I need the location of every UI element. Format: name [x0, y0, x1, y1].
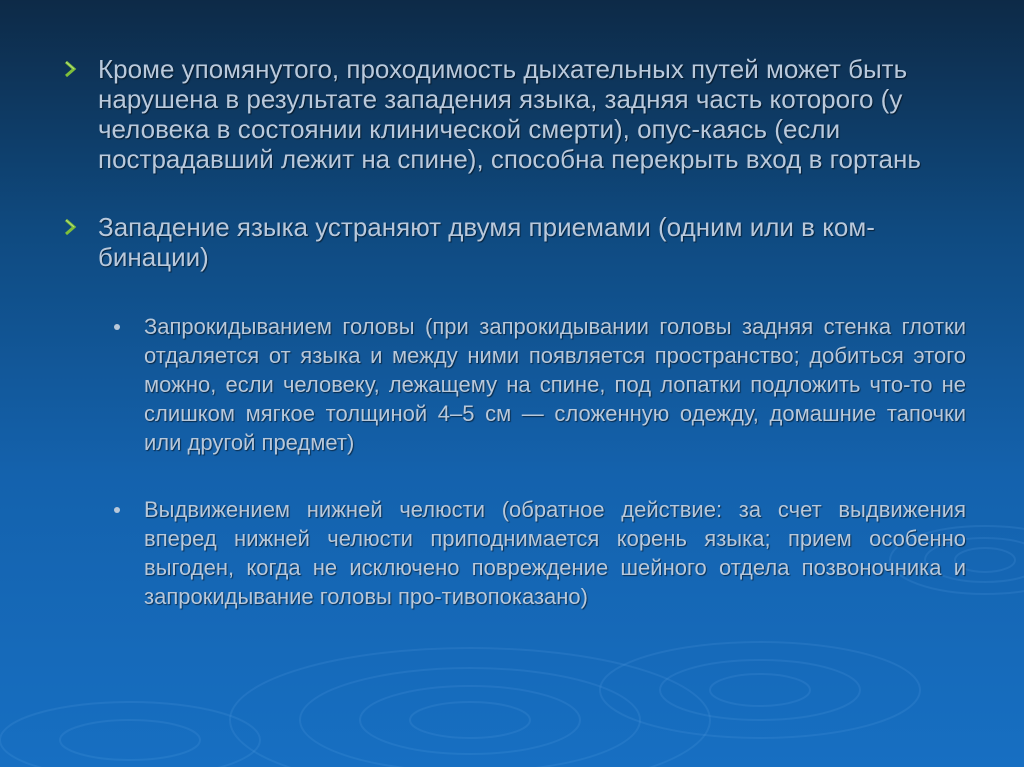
sub-bullet-1 — [108, 312, 966, 457]
chevron-arrow-icon — [60, 213, 86, 241]
bullet-1-text: Кроме упомянутого, проходимость дыхательных путей может быть нарушена в результате западения языка, задняя часть которого (у человека в состоянии клинической смерти), опус-каясь (если пострадавший лежит на спине), способна перекрыть вход в гортань — [98, 54, 921, 174]
sub-bullet-1-text: Запрокидыванием головы (при запрокидывании головы задняя стенка глотки отдаляется от языка и между ними появляется пространство; добиться этого можно, если человеку, лежащему на спине, под лопатки подложить что-то не слишком мягкое толщиной 4–5 см — сложенную одежду, домашние тапочки или другой предмет) — [144, 314, 966, 455]
chevron-arrow-icon — [60, 55, 86, 83]
bullet-2-text: Западение языка устраняют двумя приемами (одним или в ком-бинации) — [98, 212, 875, 272]
bullet-2 — [58, 212, 966, 272]
slide-content — [58, 54, 966, 611]
sub-bullet-2-text: Выдвижением нижней челюсти (обратное действие: за счет выдвижения вперед нижней челюсти приподнимается корень языка; прием особенно выгоден, когда не исключено повреждение шейного отдела позвоночника и запрокидывание головы про-тивопоказано) — [144, 497, 966, 609]
dot-icon — [114, 324, 120, 330]
dot-icon — [114, 507, 120, 513]
sub-bullet-2 — [108, 495, 966, 611]
bullet-1 — [58, 54, 966, 174]
